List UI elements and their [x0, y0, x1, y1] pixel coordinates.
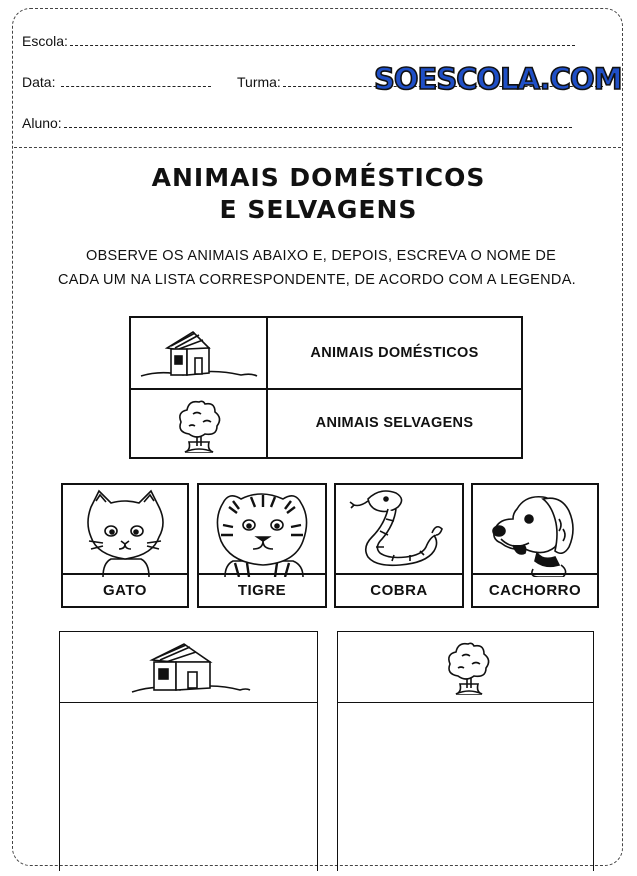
header-separator: [14, 147, 621, 148]
tiger-icon: [199, 485, 325, 577]
date-label: Data:: [22, 74, 56, 90]
tree-icon: [131, 388, 268, 458]
school-field[interactable]: [22, 33, 575, 49]
legend-wild-icon-cell: [131, 388, 268, 458]
animal-name-dog: CACHORRO: [473, 573, 597, 606]
answer-column-wild-header: [338, 632, 593, 703]
animal-card-tiger: [197, 483, 327, 608]
student-label: Aluno:: [22, 115, 62, 131]
page-title-line2: E SELVAGENS: [219, 195, 418, 224]
dog-icon: [473, 485, 597, 577]
legend-wild-label: ANIMAIS SELVAGENS: [315, 415, 474, 431]
answer-column-wild[interactable]: [337, 631, 594, 871]
class-label: Turma:: [237, 74, 281, 90]
logo-suffix: .COM: [539, 62, 622, 96]
animal-name-snake: COBRA: [336, 573, 462, 606]
animal-card-snake-picture: [336, 485, 462, 577]
legend-table: [129, 316, 523, 459]
date-line[interactable]: [61, 85, 211, 87]
student-line[interactable]: [64, 126, 572, 128]
legend-row-wild: [131, 388, 521, 458]
instructions: [58, 244, 598, 292]
animal-card-dog: [471, 483, 599, 608]
page-title-line1: ANIMAIS DOMÉSTICOS: [151, 163, 486, 192]
animal-card-snake: [334, 483, 464, 608]
animal-card-cat-picture: [63, 485, 187, 577]
site-logo: [374, 62, 621, 96]
snake-icon: [336, 485, 462, 577]
legend-domestic-label: ANIMAIS DOMÉSTICOS: [310, 345, 479, 361]
school-line[interactable]: [70, 44, 575, 46]
answer-column-domestic[interactable]: [59, 631, 318, 871]
animal-card-dog-picture: [473, 485, 597, 577]
animal-name-cat: GATO: [63, 573, 187, 606]
date-field[interactable]: [22, 74, 211, 90]
animal-name-tiger: TIGRE: [199, 573, 325, 606]
legend-domestic-icon-cell: [131, 318, 268, 388]
tree-icon: [338, 632, 593, 700]
answer-column-domestic-header: [60, 632, 317, 703]
animal-card-cat: [61, 483, 189, 608]
school-label: Escola:: [22, 33, 68, 49]
cat-icon: [63, 485, 187, 577]
student-field[interactable]: [22, 115, 572, 131]
animal-card-tiger-picture: [199, 485, 325, 577]
instructions-text: OBSERVE OS ANIMAIS ABAIXO E, DEPOIS, ESCREVA O NOME DE CADA UM NA LISTA CORRESPONDENTE, DE ACORDO COM A LEGENDA.: [58, 248, 576, 288]
house-icon: [131, 318, 268, 386]
logo-main: SOESCOLA: [374, 62, 540, 96]
house-icon: [60, 632, 317, 700]
legend-row-domestic: [131, 318, 521, 390]
